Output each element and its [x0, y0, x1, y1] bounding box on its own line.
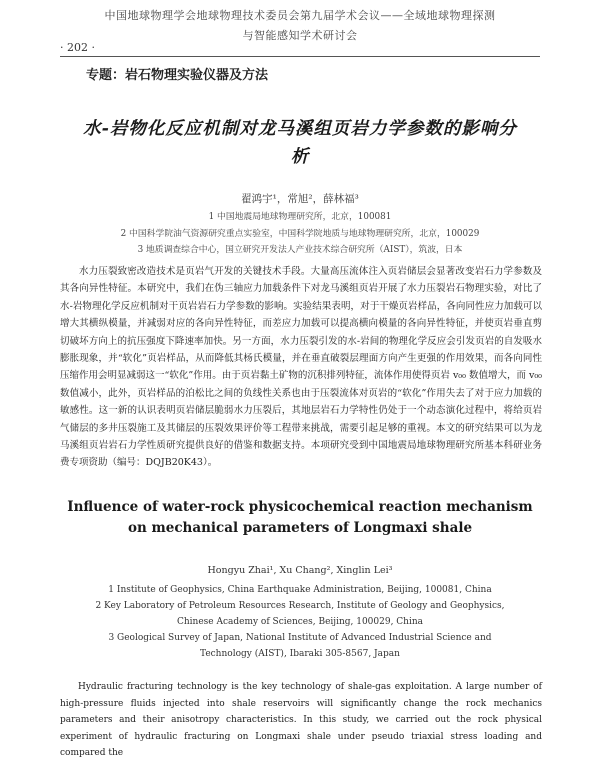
chinese-authors: 翟鸿宇¹，常旭²，薛林福³: [241, 193, 359, 205]
english-abstract: Hydraulic fracturing technology is the key technology of shale-gas exploitation. A large number of high-pressure fluids injected into shale reservoirs will significantly change the rock mechanics parameters and their anisotropy characteristics. In this study, we carried out the rock physical experiment of hydraulic fracturing on Longmaxi shale under pseudo triaxial stress loading and compared the: [60, 682, 542, 759]
chinese-affiliation-2: 2 中国科学院油气资源研究重点实验室，中国科学院地质与地球物理研究所，北京，100029: [120, 229, 480, 239]
chinese-affiliation-1: 1 中国地震局地球物理研究所，北京，100081: [208, 212, 392, 222]
english-affiliation-1: 1 Institute of Geophysics, China Earthquake Administration, Beijing, 100081, China: [108, 585, 492, 595]
english-affiliation-2-cont: Chinese Academy of Sciences, Beijing, 100029, China: [176, 617, 424, 627]
page-header: [0, 0, 600, 58]
english-title: Influence of water-rock physicochemical reaction mechanism on mechanical parameters of Longmaxi shale: [67, 499, 533, 536]
header-divider: [60, 56, 540, 57]
running-header-line-1: 中国地球物理学会地球物理技术委员会第九届学术会议——全域地球物理探测: [104, 9, 496, 22]
section-title: 专题：岩石物理实验仪器及方法: [86, 68, 269, 83]
english-affiliation-2: 2 Key Laboratory of Petroleum Resources Research, Institute of Geology and Geophysics,: [95, 601, 505, 611]
page-number: · 202 ·: [60, 41, 95, 54]
chinese-affiliation-3: 3 地质调查综合中心，国立研究开发法人产业技术综合研究所（AIST），筑波，日本: [137, 245, 463, 255]
english-authors: Hongyu Zhai¹, Xu Chang², Xinglin Lei³: [207, 565, 393, 576]
running-header-line-2: 与智能感知学术研讨会: [242, 29, 358, 42]
chinese-title: 水-岩物化反应机制对龙马溪组页岩力学参数的影响分析: [83, 119, 517, 167]
english-affiliation-3: 3 Geological Survey of Japan, National Institute of Advanced Industrial Science and: [108, 633, 492, 643]
english-affiliation-3-cont: Technology (AIST), Ibaraki 305-8567, Japan: [200, 649, 400, 659]
chinese-abstract: 水力压裂致密改造技术是页岩气开发的关键技术手段。大量高压流体注入页岩储层会显著改变岩石力学参数及其各向异性特征。本研究中，我们在伪三轴应力加载条件下对龙马溪组页岩开展了水力压裂岩石物理实验，对比了水-岩物理化学反应机制对干页岩岩石力学参数的影响。实验结果表明，对于干燥页岩样品，各向同性应力加载可以增大其横纵模量，并减弱对应的各向异性特征，而差应力加载可以提高横向模量的各向异性特征，并使页岩垂直剪切破坏方向上的抗压强度下降速率加快。另一方面，水力压裂引发的水-岩间的物理化学反应会引发页岩的自发吸水膨胀现象，并“软化”页岩样品，从而降低其杨氏模量，并在垂直破裂层理面方向产生更强的作用效果，而各向同性压缩作用会明显减弱这一“软化”作用。由于页岩黏土矿物的沉积排列特征，流体作用使得页岩 v₀₀ 数值增大，而 v₀₀ 数值减小，此外，页岩样品的泊松比之间的负线性关系也由于压裂流体对页岩的“软化”作用失去了对于应力加载的敏感性。这一新的认识表明页岩储层脆弱水力压裂后，其地层岩石力学特性仍处于一个动态演化过程中，将给页岩气储层的多井压裂施工及其储层的压裂效果评价等工程带来挑战，需要引起足够的重视。本文的研究结果可以为龙马溪组页岩岩石力学性质研究提供良好的借鉴和数据支持。本项研究受到中国地震局地球物理研究所基本科研业务费专项资助（编号：DQJB20K43）。: [60, 266, 542, 469]
